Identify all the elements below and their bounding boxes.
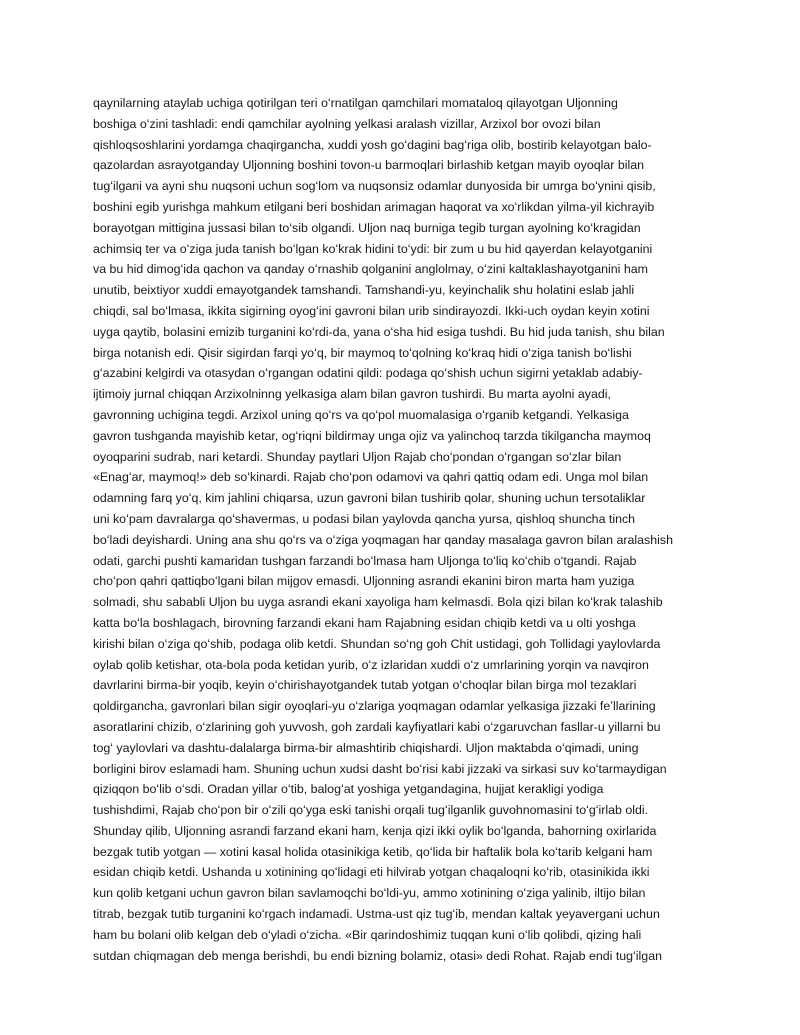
text-line: asoratlarini chizib, oʻzlarining goh yuvvosh, goh zardali kayfiyatlari kabi oʻzgaruvchan fasllar-u yillarni bu [93,719,661,734]
text-line: gʻazabini kelgirdi va otasydan oʻrgangan odatini qildi: podaga qoʻshish uchun sigirni yetaklab adabiy- [93,366,643,381]
text-line: qaynilarning ataylab uchiga qotirilgan teri oʻrnatilgan qamchilari momataloq qilayotgan Uljonning [93,96,618,110]
text-line: ijtimoiy jurnal chiqqan Arzixolninng yelkasiga alam bilan gavron tushirdi. Bu marta ayolni ayadi, [93,387,611,402]
text-line: boshini egib yurishga mahkum etilgani beri boshidan arimagan haqorat va xoʻrlikdan yilma-yil kichrayib [93,199,655,214]
text-line: borligini birov eslamadi ham. Shuning uchun xudsi dasht boʻrisi kabi jizzaki va sirkasi suv koʻtarmaydigan [93,761,667,776]
text-line: odati, garchi pushti kamaridan tushgan farzandi boʻlmasa ham Uljonga toʻliq koʻchib oʻtgandi. Rajab [93,553,637,568]
text-line: qiziqqon boʻlib oʻsdi. Oradan yillar oʻtib, balogʻat yoshiga yetgandagina, hujjat kerakligi yodiga [93,782,604,797]
text-line: borayotgan mittigina jussasi bilan toʻsib olgandi. Uljon naq burniga tegib turgan ayolning koʻkragidan [93,220,641,235]
text-line: kirishi bilan oʻziga qoʻshib, podaga olib ketdi. Shundan soʻng goh Chit ustidagi, goh Tollidagi yaylovlarda [93,636,661,651]
text-line: togʻ yaylovlari va dashtu-dalalarga birma-bir almashtirib chiqishardi. Uljon maktabda oʻqimadi, uning [93,740,639,755]
text-line: esidan chiqib ketdi. Ushanda u xotinining qoʻlidagi eti hilvirab yotgan chaqaloqni koʻrib, otasinikida ikki [93,865,650,880]
text-line: kun qolib ketgani uchun gavron bilan savlamoqchi boʻldi-yu, ammo xotinining oʻziga yalinib, iltijo bilan [93,886,646,901]
text-line: qazolardan asrayotganday Uljonning boshini tovon-u barmoqlari birlashib ketgan mayib oyoqlar bilan [93,158,645,173]
text-line: boʻladi deyishardi. Uning ana shu qoʻrs va oʻziga yoqmagan har qanday masalaga gavron bilan aralashish [93,532,673,547]
text-line: katta boʻla boshlagach, birovning farzandi ekani ham Rajabning esidan chiqib ketdi va u olti yoshga [93,615,636,630]
text-line: unutib, beixtiyor xuddi emayotgandek tamshandi. Tamshandi-yu, keyinchalik shu holatini eslab jahli [93,283,635,298]
text-line: qoldirgancha, gavronlari bilan sigir oyoqlari-yu oʻzlariga yoqmagan odamlar yelkasiga jizzaki feʼllarining [93,699,656,714]
body-text [93,93,709,966]
text-line: «Enagʻar, maymoq!» deb soʻkinardi. Rajab choʻpon odamovi va qahri qattiq odam edi. Unga mol bilan [93,470,649,485]
text-line: gavron tushganda mayishib ketar, ogʻriqni bildirmay unga ojiz va yalinchoq tarzda tikilgancha maymoq [93,428,651,443]
text-line: gavronning uchigina tegdi. Arzixol uning qoʻrs va qoʻpol muomalasiga oʻrganib ketgandi. Yelkasiga [93,407,629,422]
text-line: sutdan chiqmagan deb menga berishdi, bu endi bizning bolamiz, otasi» dedi Rohat. Rajab endi tugʻilgan [93,948,662,963]
text-line: tugʻilgani va ayni shu nuqsoni uchun sogʻlom va nuqsonsiz odamlar dunyosida bir umrga boʻynini qisib, [93,179,656,194]
text-line: Shunday qilib, Uljonning asrandi farzand ekani ham, kenja qizi ikki oylik boʻlganda, bahorning oxirlarida [93,823,657,838]
text-line: bezgak tutib yotgan — xotini kasal holida otasinikiga ketib, qoʻlida bir haftalik bola koʻtarib kelgani ham [93,844,653,859]
text-line: choʻpon qahri qattiqboʻlgani bilan mijgov emasdi. Uljonning asrandi ekanini biron marta ham yuziga [93,574,635,589]
text-line: oyoqparini sudrab, nari ketardi. Shunday paytlari Uljon Rajab choʻpondan oʻrgangan soʻzlar bilan [93,449,622,464]
text-line: uyga qaytib, bolasini emizib turganini koʻrdi-da, yana oʻsha hid esiga tushdi. Bu hid juda tanish, shu bilan [93,324,665,339]
text-line: ham bu bolani olib kelgan deb oʻyladi oʻzicha. «Bir qarindoshimiz tuqqan kuni oʻlib qolibdi, qizing hali [93,927,642,942]
text-line: birga notanish edi. Qisir sigirdan farqi yoʻq, bir maymoq toʻqolning koʻkraq hidi oʻziga tanish boʻlishi [93,345,632,360]
text-line: chiqdi, sal boʻlmasa, ikkita sigirning oyogʻini gavroni bilan urib sindirayozdi. Ikki-uch oydan keyin xotini [93,303,650,318]
text-line: va bu hid dimogʻida qachon va qanday oʻrnashib qolganini anglolmay, oʻzini kaltaklashayotganini ham [93,262,648,277]
text-line: qishloqsoshlarini yordamga chaqirgancha, xuddi yosh goʻdagini bagʻriga olib, bostirib kelayotgan balo- [93,137,652,152]
text-line: oylab qolib ketishar, ota-bola poda ketidan yurib, oʻz izlaridan xuddi oʻz umrlarining yorqin va navqiron [93,657,649,672]
text-line: odamning farq yoʻq, kim jahlini chiqarsa, uzun gavroni bilan tushirib qolar, shuning uchun tersotaliklar [93,491,646,506]
text-line: tushishdimi, Rajab choʻpon bir oʻzili qoʻyga eski tanishi orqali tugʻilganlik guvohnomasini toʻgʻirlab oldi. [93,803,649,818]
text-line: solmadi, shu sababli Uljon bu uyga asrandi ekani xayoliga ham kelmasdi. Bola qizi bilan koʻkrak talashib [93,595,663,610]
text-line: davrlarini birma-bir yoqib, keyin oʻchirishayotgandek tutab yotgan oʻchoqlar bilan birga mol tezaklari [93,678,637,693]
text-line: boshiga oʻzini tashladi: endi qamchilar ayolning yelkasi aralash vizillar, Arzixol bor ovozi bilan [93,116,601,131]
text-line: uni koʻpam davralarga qoʻshavermas, u podasi bilan yaylovda qancha yursa, qishloq shuncha tinch [93,511,636,526]
text-line: titrab, bezgak tutib turganini koʻrgach indamadi. Ustma-ust qiz tugʻib, mendan kaltak yeyavergani uchun [93,907,660,922]
text-line: achimsiq ter va oʻziga juda tanish boʻlgan koʻkrak hidini toʻydi: bir zum u bu hid qayerdan kelayotganini [93,241,653,256]
